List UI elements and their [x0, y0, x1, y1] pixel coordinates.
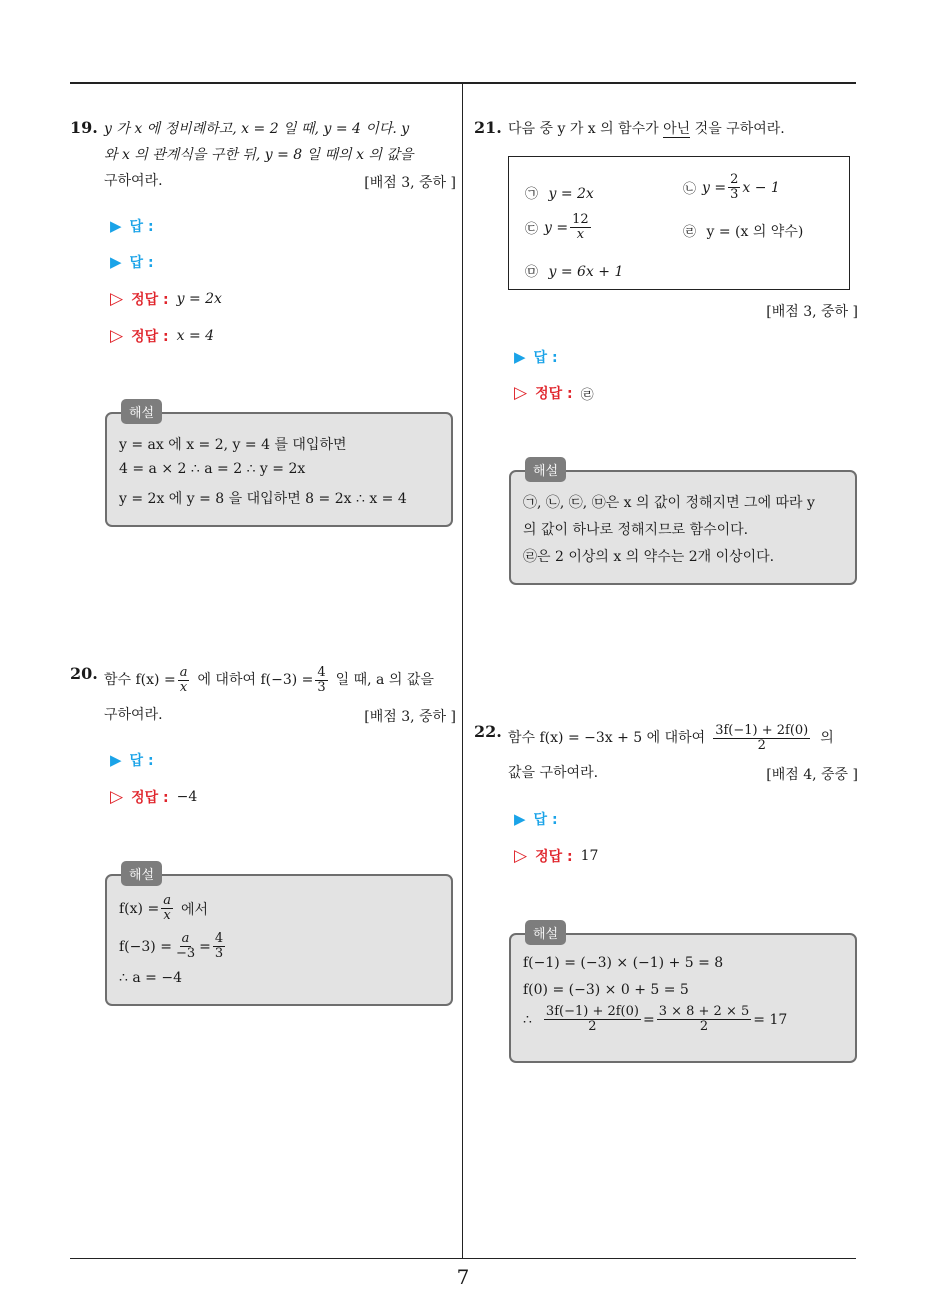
question-number: 21.: [474, 118, 502, 137]
fraction-numerator: a: [179, 664, 188, 680]
explanation-text: = 17: [753, 1011, 788, 1028]
top-rule: [70, 82, 856, 84]
explanation-text: ∴: [523, 1011, 532, 1028]
question-text: 일 때, a 의 값을: [335, 672, 434, 688]
answer-row: [110, 251, 154, 273]
question-22: [474, 718, 858, 788]
explanation-text: f(−3) =: [119, 938, 172, 955]
filled-triangle-icon: ▶: [110, 751, 122, 769]
explanation-box: [105, 868, 453, 1006]
question-text-line: [508, 718, 834, 758]
choice-item: [525, 213, 593, 242]
explanation-tag: 해설: [121, 861, 162, 886]
correct-answer-row: [110, 786, 197, 808]
fraction-numerator: 2: [730, 172, 739, 187]
answer-row: [110, 215, 154, 237]
filled-triangle-icon: ▶: [514, 810, 526, 828]
fraction: [728, 173, 740, 202]
answer-label: 답 :: [129, 219, 154, 235]
choices-box: [508, 156, 850, 290]
question-text: 것을 구하여라.: [694, 121, 785, 137]
column-divider: [462, 84, 463, 1258]
fraction-denominator: 3: [317, 679, 326, 695]
underlined-word: 아닌: [663, 121, 691, 137]
choice-item: [683, 173, 780, 202]
explanation-line: ㉣은 2 이상의 x 의 약수는 2개 이상이다.: [523, 549, 775, 565]
question-text: 에 대하여 f(−3) =: [197, 672, 314, 688]
fraction-denominator: 2: [588, 1019, 597, 1034]
answer-row: [514, 346, 558, 368]
correct-label: 정답 :: [131, 292, 169, 308]
explanation-tag: 해설: [525, 457, 566, 482]
explanation-line: [523, 1005, 787, 1034]
question-text-line: 값을 구하여라.: [508, 765, 599, 781]
open-triangle-icon: ▷: [514, 846, 528, 866]
question-text-line: 와 x 의 관계식을 구한 뒤, y = 8 일 때의 x 의 값을: [104, 147, 414, 163]
question-number: 19.: [70, 118, 98, 137]
fraction: [544, 1005, 641, 1034]
question-text: 함수 f(x) =: [104, 672, 176, 688]
choice-text: y = 2x: [548, 186, 594, 202]
choice-text: y =: [544, 219, 569, 236]
explanation-tag: 해설: [525, 920, 566, 945]
explanation-line: f(−1) = (−3) × (−1) + 5 = 8: [523, 955, 724, 971]
fraction: [570, 213, 591, 242]
choice-text: y = (x 의 약수): [706, 224, 804, 240]
fraction-numerator: 3f(−1) + 2f(0): [715, 722, 809, 738]
explanation-text: f(x) =: [119, 900, 160, 917]
fraction-denominator: −3: [175, 946, 196, 961]
explanation-box: [509, 927, 857, 1063]
correct-answer-row: [514, 382, 594, 404]
correct-label: 정답 :: [131, 329, 169, 345]
explanation-line: ㉠, ㉡, ㉢, ㉤은 x 의 값이 정해지면 그에 따라 y: [523, 495, 815, 511]
fraction-denominator: 2: [699, 1019, 709, 1034]
choice-marker: ㉤: [525, 265, 539, 280]
explanation-line: [119, 932, 227, 961]
answer-label: 답 :: [129, 255, 154, 271]
correct-answer-value: 17: [580, 848, 599, 864]
fraction-numerator: 3f(−1) + 2f(0): [545, 1004, 639, 1019]
fraction: [174, 932, 197, 961]
question-text: 다음 중 y 가 x 의 함수가: [508, 121, 659, 137]
answer-row: [110, 749, 154, 771]
choice-marker: ㉢: [525, 222, 539, 237]
fraction: [657, 1005, 752, 1034]
explanation-line: ∴ a = −4: [119, 970, 182, 986]
filled-triangle-icon: ▶: [110, 217, 122, 235]
correct-answer-value: ㉣: [580, 387, 594, 403]
fraction-denominator: x: [163, 908, 171, 923]
filled-triangle-icon: ▶: [514, 348, 526, 366]
correct-answer-value: y = 2x: [176, 291, 222, 307]
fraction-denominator: x: [576, 227, 585, 242]
bottom-rule: [70, 1258, 856, 1259]
question-text-line: [508, 116, 785, 142]
explanation-line: y = ax 에 x = 2, y = 4 를 대입하면: [119, 437, 347, 453]
correct-answer-row: [110, 325, 214, 347]
fraction-numerator: 3 × 8 + 2 × 5: [658, 1004, 750, 1019]
open-triangle-icon: ▷: [110, 326, 124, 346]
fraction-numerator: 12: [572, 212, 589, 227]
fraction: [315, 666, 327, 695]
answer-row: [514, 808, 558, 830]
correct-answer-row: [110, 288, 222, 310]
question-number: 22.: [474, 722, 502, 741]
correct-label: 정답 :: [131, 790, 169, 806]
correct-answer-row: [514, 845, 598, 867]
question-text: 함수 f(x) = −3x + 5 에 대하여: [508, 730, 706, 746]
fraction: [213, 932, 225, 961]
choice-item: [683, 221, 803, 241]
page-number: 7: [456, 1265, 470, 1289]
question-text: 의: [820, 730, 834, 746]
answer-label: 답 :: [533, 812, 558, 828]
correct-answer-value: −4: [176, 789, 198, 805]
choice-text: y =: [702, 179, 727, 196]
choice-marker: ㉣: [683, 225, 697, 240]
question-text-line: 구하여라.: [104, 173, 163, 189]
choice-text: y = 6x + 1: [548, 264, 624, 280]
explanation-line: 의 값이 하나로 정해지므로 함수이다.: [523, 522, 749, 538]
fraction-denominator: x: [179, 679, 188, 695]
choice-item: [525, 183, 594, 202]
explanation-text: =: [199, 938, 211, 955]
open-triangle-icon: ▷: [514, 383, 528, 403]
open-triangle-icon: ▷: [110, 289, 124, 309]
answer-label: 답 :: [533, 350, 558, 366]
score-label: [배점 4, 중중 ]: [766, 767, 858, 783]
choice-item: [525, 261, 623, 280]
fraction-numerator: 4: [214, 931, 224, 946]
explanation-line: y = 2x 에 y = 8 을 대입하면 8 = 2x ∴ x = 4: [119, 491, 407, 507]
question-20: [70, 662, 456, 732]
choice-marker: ㉡: [683, 182, 697, 197]
explanation-line: f(0) = (−3) × 0 + 5 = 5: [523, 982, 689, 998]
correct-label: 정답 :: [535, 386, 573, 402]
fraction-denominator: 3: [730, 187, 739, 202]
explanation-text: 에서: [180, 901, 209, 918]
question-text-line: y 가 x 에 정비례하고, x = 2 일 때, y = 4 이다. y: [104, 121, 410, 137]
fraction: [713, 724, 810, 753]
explanation-box: [509, 464, 857, 585]
fraction-numerator: a: [181, 931, 190, 946]
explanation-line: [119, 894, 208, 923]
score-label: [배점 3, 중하 ]: [364, 175, 456, 191]
explanation-text: =: [642, 1011, 655, 1028]
question-text-line: 구하여라.: [104, 707, 163, 723]
fraction-denominator: 3: [214, 946, 224, 961]
correct-label: 정답 :: [535, 849, 573, 865]
open-triangle-icon: ▷: [110, 787, 124, 807]
explanation-line: 4 = a × 2 ∴ a = 2 ∴ y = 2x: [119, 461, 306, 477]
answer-label: 답 :: [129, 753, 154, 769]
fraction: [161, 894, 173, 923]
question-text-line: [104, 662, 434, 698]
score-label: [배점 3, 중하 ]: [766, 304, 858, 320]
explanation-tag: 해설: [121, 399, 162, 424]
correct-answer-value: x = 4: [176, 328, 215, 344]
fraction-denominator: 2: [757, 737, 766, 753]
fraction: [178, 666, 190, 695]
score-label: [배점 3, 중하 ]: [364, 709, 456, 725]
filled-triangle-icon: ▶: [110, 253, 122, 271]
question-number: 20.: [70, 664, 98, 683]
choice-text: x − 1: [742, 179, 780, 196]
fraction-numerator: 4: [317, 664, 326, 680]
explanation-box: [105, 406, 453, 527]
fraction-numerator: a: [163, 893, 171, 908]
choice-marker: ㉠: [525, 187, 539, 202]
